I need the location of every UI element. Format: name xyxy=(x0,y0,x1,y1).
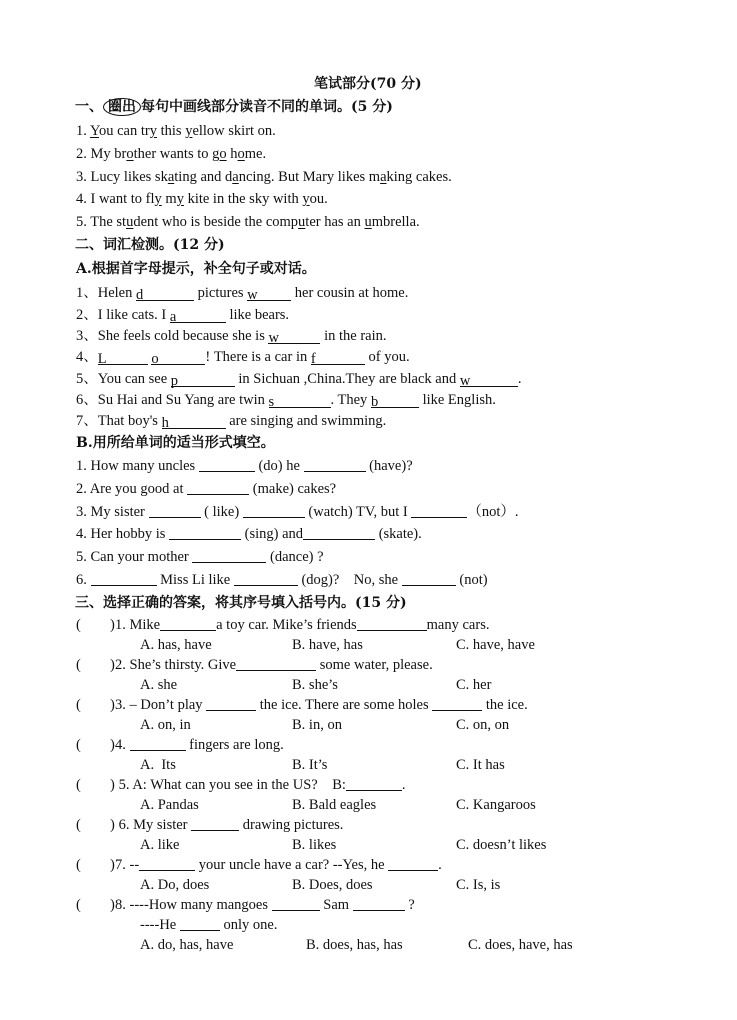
sentence-text: are singing and swimming. xyxy=(225,413,387,429)
underlined-letters: o xyxy=(126,146,134,162)
answer-option: A. Do, does xyxy=(140,877,210,893)
sentence-text: ncing. But Mary likes m xyxy=(238,169,381,185)
answer-option: A. she xyxy=(140,677,178,693)
question-stem xyxy=(115,896,415,914)
question-text: the ice. There are some holes xyxy=(256,697,433,713)
word-fill-item xyxy=(76,412,386,430)
answer-blank xyxy=(206,696,256,711)
question-text: your uncle have a car? --Yes, he xyxy=(195,857,389,873)
initial-letter-blank: s xyxy=(269,393,331,408)
answer-option: B. It’s xyxy=(292,757,328,773)
answer-bracket-open: ( xyxy=(76,697,81,713)
underlined-letters: a xyxy=(380,169,387,185)
question-text: ----He xyxy=(140,917,180,933)
sentence-text: dent who is beside the comp xyxy=(133,214,299,230)
answer-blank xyxy=(169,525,241,540)
initial-letter-blank: f xyxy=(311,350,365,365)
verb-form-item xyxy=(76,480,336,498)
initial-letter-blank: p xyxy=(171,372,235,387)
answer-bracket-open: ( xyxy=(76,617,81,633)
answer-blank xyxy=(346,776,402,791)
answer-blank xyxy=(192,548,266,563)
sentence-text: kite in the sky with xyxy=(183,191,303,207)
question-text: fingers are long. xyxy=(185,737,284,753)
sentence-text: 1. xyxy=(76,123,90,139)
answer-blank xyxy=(130,736,186,751)
sentence-text: 3. My sister xyxy=(76,504,149,520)
verb-form-item xyxy=(76,503,519,521)
question-text: . xyxy=(401,777,406,793)
answer-bracket-close: ) xyxy=(110,697,115,713)
sentence-text: 1、Helen xyxy=(76,285,136,301)
sentence-text: 1. How many uncles xyxy=(76,458,199,474)
answer-bracket-close: ) xyxy=(110,897,115,913)
page-title: 笔试部分(70 分) xyxy=(314,76,422,92)
sentence-text: 6、Su Hai and Su Yang are twin xyxy=(76,392,269,408)
answer-bracket-close: ) xyxy=(110,657,115,673)
sentence-text: (dog)? No, she xyxy=(297,572,402,588)
sentence-text: ter has an xyxy=(305,214,365,230)
answer-option: A. do, has, have xyxy=(140,937,234,953)
sentence-text: 4. Her hobby is xyxy=(76,526,170,542)
question-stem xyxy=(115,856,442,874)
phonics-item xyxy=(76,168,452,186)
question-text: . xyxy=(438,857,442,873)
sentence-text: (have)? xyxy=(365,458,413,474)
answer-blank xyxy=(353,896,405,911)
answer-option: A. like xyxy=(140,837,180,853)
sentence-text: Miss Li like xyxy=(156,572,234,588)
sentence-text: （not）. xyxy=(467,504,519,520)
underlined-letters: u xyxy=(126,214,134,230)
question-text: many cars. xyxy=(426,617,490,633)
answer-option: B. Does, does xyxy=(292,877,373,893)
sentence-text: ( like) xyxy=(200,504,243,520)
answer-bracket-open: ( xyxy=(76,857,81,873)
part-b-heading: B.用所给单词的适当形式填空。 xyxy=(76,435,275,451)
section-1-instruction: 每句中画线部分读音不同的单词。(5 分) xyxy=(141,99,393,115)
underlined-letters: u xyxy=(364,214,372,230)
answer-blank xyxy=(272,896,320,911)
sentence-text: 3、She feels cold because she is xyxy=(76,328,269,344)
word-fill-item xyxy=(76,327,387,345)
question-stem xyxy=(115,816,343,834)
underlined-letters: y xyxy=(302,191,310,207)
sentence-text: (watch) TV, but I xyxy=(304,504,412,520)
answer-option: C. doesn’t likes xyxy=(456,837,547,853)
answer-bracket-close: ) xyxy=(110,777,115,793)
word-fill-item xyxy=(76,391,496,409)
answer-blank xyxy=(191,816,239,831)
sentence-text: pictures xyxy=(194,285,248,301)
sentence-text: (not) xyxy=(455,572,488,588)
sentence-text: 6. xyxy=(76,572,91,588)
question-text: a toy car. Mike’s friends xyxy=(216,617,357,633)
word-fill-item xyxy=(76,284,408,302)
question-stem xyxy=(115,776,406,794)
underlined-letters: a xyxy=(167,169,175,185)
sentence-text: 2. My br xyxy=(76,146,127,162)
sentence-text: 3. Lucy likes sk xyxy=(76,169,168,185)
initial-letter-blank: d xyxy=(136,286,194,301)
question-text: 8. ----How many mangoes xyxy=(115,897,272,913)
sentence-text: of you. xyxy=(364,349,410,365)
verb-form-item xyxy=(76,548,324,566)
sentence-text: her cousin at home. xyxy=(291,285,409,301)
circled-word: 圈出 xyxy=(103,98,141,116)
phonics-item xyxy=(76,145,266,163)
sentence-text: (dance) ? xyxy=(266,549,324,565)
answer-blank xyxy=(234,571,298,586)
answer-option: A. on, in xyxy=(140,717,191,733)
answer-option: A. Pandas xyxy=(140,797,199,813)
section-1-heading xyxy=(75,98,393,116)
underlined-letters: u xyxy=(298,214,306,230)
section-1-number: 一、 xyxy=(75,99,103,115)
initial-letter-blank: w xyxy=(460,372,518,387)
sentence-text: in the rain. xyxy=(320,328,387,344)
answer-bracket-close: ) xyxy=(110,737,115,753)
underlined-letters: a xyxy=(232,169,239,185)
question-text: some water, please. xyxy=(316,657,433,673)
sentence-text: 2、I like cats. I xyxy=(76,307,170,323)
answer-blank xyxy=(411,503,467,518)
sentence-text: like bears. xyxy=(225,307,290,323)
answer-option: B. does, has, has xyxy=(306,937,403,953)
sentence-text: 2. Are you good at xyxy=(76,481,188,497)
answer-blank xyxy=(388,856,438,871)
sentence-text: 4、 xyxy=(76,349,98,365)
answer-blank xyxy=(187,480,249,495)
verb-form-item xyxy=(76,457,413,475)
answer-bracket-close: ) xyxy=(110,857,115,873)
sentence-text: ou. xyxy=(309,191,328,207)
question-text: the ice. xyxy=(482,697,528,713)
question-text: 5. A: What can you see in the US? B: xyxy=(115,777,346,793)
sentence-text: ting and d xyxy=(174,169,233,185)
answer-blank xyxy=(160,616,216,631)
sentence-text: in Sichuan ,China.They are black and xyxy=(234,371,460,387)
initial-letter-blank: h xyxy=(162,414,226,429)
answer-blank xyxy=(139,856,195,871)
question-stem xyxy=(115,696,528,714)
initial-letter-blank: b xyxy=(371,393,419,408)
underlined-letters: Y xyxy=(89,123,99,139)
answer-option: B. likes xyxy=(292,837,337,853)
verb-form-item xyxy=(76,525,422,543)
underlined-letters: y xyxy=(149,123,157,139)
question-stem xyxy=(115,736,284,754)
answer-blank xyxy=(91,571,157,586)
sentence-text: 4. I want to fl xyxy=(76,191,155,207)
sentence-text: ou can tr xyxy=(99,123,150,139)
answer-blank xyxy=(180,916,220,931)
answer-blank xyxy=(199,457,255,472)
answer-bracket-close: ) xyxy=(110,617,115,633)
underlined-letters: y xyxy=(176,191,184,207)
initial-letter-blank: w xyxy=(268,329,320,344)
underlined-letters: go xyxy=(212,146,227,162)
answer-blank xyxy=(236,656,316,671)
question-stem-line-2 xyxy=(140,916,277,934)
sentence-text: ellow skirt on. xyxy=(192,123,276,139)
answer-bracket-close: ) xyxy=(110,817,115,833)
answer-bracket-open: ( xyxy=(76,657,81,673)
answer-option: C. on, on xyxy=(456,717,510,733)
answer-option: B. have, has xyxy=(292,637,363,653)
underlined-letters: y xyxy=(185,123,193,139)
sentence-text: 5. Can your mother xyxy=(76,549,193,565)
underlined-letters: y xyxy=(154,191,162,207)
answer-blank xyxy=(149,503,201,518)
answer-option: B. Bald eagles xyxy=(292,797,377,813)
sentence-text: ther wants to xyxy=(133,146,213,162)
answer-option: B. in, on xyxy=(292,717,342,733)
question-text: only one. xyxy=(219,917,278,933)
sentence-text: h xyxy=(226,146,238,162)
sentence-text: ! There is a car in xyxy=(205,349,311,365)
word-fill-item xyxy=(76,306,289,324)
initial-letter-blank: a xyxy=(170,308,226,323)
answer-option: A. Its xyxy=(140,757,176,773)
initial-letter-blank: o xyxy=(151,350,205,365)
phonics-item xyxy=(76,213,420,231)
part-a-heading: A.根据首字母提示，补全句子或对话。 xyxy=(76,261,316,277)
verb-form-item xyxy=(76,571,488,589)
question-text: ? xyxy=(404,897,415,913)
sentence-text: king cakes. xyxy=(386,169,452,185)
question-text: 7. -- xyxy=(115,857,140,873)
phonics-item xyxy=(76,190,328,208)
answer-bracket-open: ( xyxy=(76,897,81,913)
answer-bracket-open: ( xyxy=(76,777,81,793)
question-stem xyxy=(115,656,433,674)
phonics-item xyxy=(76,122,276,140)
question-text: 6. My sister xyxy=(115,817,192,833)
answer-option: C. her xyxy=(456,677,492,693)
answer-blank xyxy=(402,571,456,586)
word-fill-item xyxy=(76,348,410,366)
answer-bracket-open: ( xyxy=(76,817,81,833)
answer-option: C. Kangaroos xyxy=(456,797,536,813)
answer-option: C. does, have, has xyxy=(468,937,573,953)
answer-blank xyxy=(357,616,427,631)
sentence-text: m xyxy=(161,191,177,207)
answer-blank xyxy=(432,696,482,711)
question-text: 4. xyxy=(115,737,130,753)
sentence-text: (do) he xyxy=(254,458,304,474)
sentence-text: (skate). xyxy=(375,526,422,542)
sentence-text: (sing) and xyxy=(241,526,304,542)
underlined-letters: o xyxy=(237,146,245,162)
question-text: 1. Mike xyxy=(115,617,161,633)
sentence-text: . xyxy=(517,371,522,387)
sentence-text: like English. xyxy=(418,392,496,408)
sentence-text: this xyxy=(156,123,186,139)
answer-option: C. Is, is xyxy=(456,877,501,893)
answer-blank xyxy=(243,503,305,518)
answer-option: B. she’s xyxy=(292,677,338,693)
question-text: 3. – Don’t play xyxy=(115,697,207,713)
section-2-heading: 二、词汇检测。(12 分) xyxy=(75,237,225,253)
sentence-text: mbrella. xyxy=(371,214,420,230)
question-stem xyxy=(115,616,489,634)
answer-option: A. has, have xyxy=(140,637,212,653)
section-3-heading: 三、选择正确的答案，将其序号填入括号内。(15 分) xyxy=(75,595,407,611)
sentence-text: 5、You can see xyxy=(76,371,171,387)
word-fill-item xyxy=(76,370,522,388)
initial-letter-blank: L xyxy=(98,350,148,365)
sentence-text: (make) cakes? xyxy=(249,481,337,497)
answer-blank xyxy=(304,457,366,472)
answer-option: C. It has xyxy=(456,757,505,773)
sentence-text: me. xyxy=(244,146,267,162)
question-text: 2. She’s thirsty. Give xyxy=(115,657,237,673)
sentence-text: 5. The st xyxy=(76,214,127,230)
answer-blank xyxy=(303,525,375,540)
initial-letter-blank: w xyxy=(247,286,291,301)
sentence-text: 7、That boy's xyxy=(76,413,162,429)
answer-option: C. have, have xyxy=(456,637,535,653)
question-text: Sam xyxy=(319,897,353,913)
question-text: drawing pictures. xyxy=(239,817,344,833)
sentence-text: . They xyxy=(330,392,371,408)
answer-bracket-open: ( xyxy=(76,737,81,753)
